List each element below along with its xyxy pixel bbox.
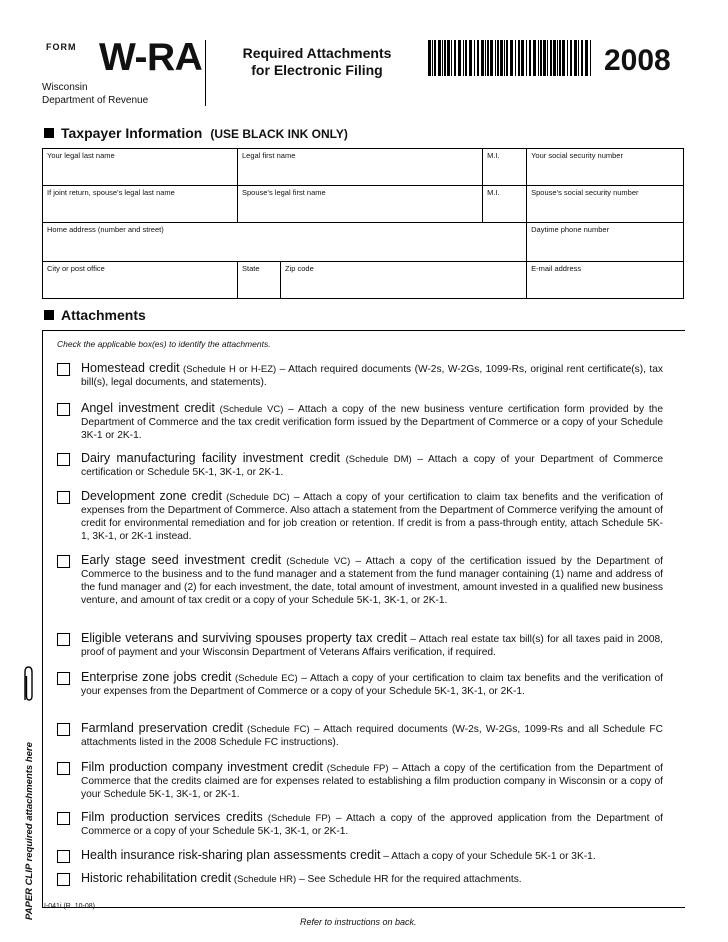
attachment-item [57,632,663,659]
attachment-description [81,632,663,659]
attachment-description [81,872,663,886]
attachment-description [81,554,663,607]
attachment-checkbox[interactable] [57,672,70,685]
phone-field[interactable] [527,223,684,262]
city-field[interactable] [43,262,238,299]
attachment-item [57,671,663,698]
ssn-label: Your social security number [531,151,623,160]
credit-name: Angel investment credit [81,401,215,415]
credit-name: Homestead credit [81,361,180,375]
taxpayer-info-heading [44,125,348,141]
credit-name: Historic rehabilitation credit [81,871,232,885]
phone-label: Daytime phone number [531,225,610,234]
state-name: Wisconsin [42,82,88,93]
state-label: State [242,264,260,273]
attachments-heading-text: Attachments [61,307,146,323]
spouse-ssn-field[interactable] [527,186,684,223]
attachment-description [81,722,663,749]
taxpayer-heading-text: Taxpayer Information [61,125,203,141]
attachment-description [81,362,663,389]
attachment-requirement: – Attach a copy of your certification to claim tax benefits and the verification of your expenses from the Department of Commerce or a copy of your Schedule 5K-1, 3K-1, or 2K-1. [81,673,663,697]
attachment-item [57,811,663,838]
schedule-reference: (Schedule FC) [247,724,310,735]
instructions-reference: Refer to instructions on back. [300,917,417,927]
attachment-requirement: – Attach a copy of your certification to claim tax benefits and the verification of expenses from the Department of Commerce. Also attach a statement from the Department of Commerce verifying the amount of credit for environmental remediation and for job creation or retention. If credit is from a pass-through entity, attach Schedule 5K-1, 3K-1, or 2K-1 instead. [81,492,663,542]
spouse-first-name-label: Spouse’s legal first name [242,188,326,197]
zip-field[interactable] [281,262,527,299]
credit-name: Enterprise zone jobs credit [81,670,232,684]
email-label: E-mail address [531,264,582,273]
attachment-requirement: – See Schedule HR for the required attachments. [299,874,522,885]
attachment-item [57,490,663,543]
schedule-reference: (Schedule DM) [345,454,412,465]
mi-field[interactable] [483,149,527,186]
schedule-reference: (Schedule EC) [235,673,298,684]
attachment-description [81,849,663,863]
ink-note: (USE BLACK INK ONLY) [210,127,348,141]
attachment-requirement: – Attach a copy of the approved application from the Department of Commerce or a copy of your Schedule 5K-1, 3K-1, or 2K-1. [81,813,663,837]
header-divider [205,40,206,106]
taxpayer-info-grid [42,148,684,299]
section-bullet-icon [44,128,54,138]
form-revision-code: I-041i (R. 10-08) [44,903,95,910]
attachment-checkbox[interactable] [57,363,70,376]
credit-name: Health insurance risk-sharing plan assessments credit [81,848,381,862]
spouse-ssn-label: Spouse’s social security number [531,188,639,197]
schedule-reference: (Schedule FP) [326,763,389,774]
ssn-field[interactable] [527,149,684,186]
attachment-checkbox[interactable] [57,723,70,736]
first-name-field[interactable] [238,149,483,186]
attachment-item [57,849,663,863]
credit-name: Development zone credit [81,489,222,503]
attachment-checkbox[interactable] [57,850,70,863]
attachment-requirement: – Attach a copy of the certification issued by the Department of Commerce to the business and to the fund manager and a statement from the fund manager containing (1) name and address of the fund manager and (2) for each investment, the date, total amount of investment, amount invested in a qualified new business venture, and amount of tax credit or a copy of your Schedule 5K-1, 3K-1, or 2K-1. [81,556,663,606]
attachment-item [57,872,663,886]
attachment-description [81,452,663,479]
barcode-graphic [428,40,594,76]
last-name-label: Your legal last name [47,151,115,160]
attachment-checkbox[interactable] [57,555,70,568]
attachment-requirement: – Attach a copy of the certification from the Department of Commerce that the credits claimed are for expenses related to establishing a film production company in Wisconsin or a copy of your Schedule 5K-1, 3K-1, or 2K-1. [81,763,663,800]
mi-label: M.I. [487,151,500,160]
attachment-description [81,811,663,838]
credit-name: Farmland preservation credit [81,721,243,735]
department-name: Department of Revenue [42,95,149,106]
attachment-item [57,452,663,479]
form-label: FORM [46,42,77,52]
form-title [222,45,412,79]
schedule-reference: (Schedule VC) [286,556,351,567]
credit-name: Dairy manufacturing facility investment credit [81,451,341,465]
attachment-checkbox[interactable] [57,762,70,775]
credit-name: Film production services credits [81,810,263,824]
attachment-checkbox[interactable] [57,873,70,886]
agency-name [42,81,148,107]
attachment-checkbox[interactable] [57,403,70,416]
attachment-requirement: – Attach required documents (W-2s, W-2Gs, 1099-Rs, original rent certificate(s), tax bill(s), legal documents, and statements). [81,364,663,388]
credit-name: Film production company investment credit [81,760,323,774]
attachment-requirement: – Attach a copy of the new business venture certification form provided by the Department of Commerce and the tax credit verification form issued by the Department of Commerce or a copy of your Schedule 3K-1 or 2K-1. [81,404,663,441]
attachment-checkbox[interactable] [57,491,70,504]
attachment-checkbox[interactable] [57,633,70,646]
attachment-requirement: – Attach a copy of your Schedule 5K-1 or 3K-1. [383,851,596,862]
attachment-checkbox[interactable] [57,453,70,466]
credit-name: Eligible veterans and surviving spouses property tax credit [81,631,408,645]
home-address-label: Home address (number and street) [47,225,164,234]
attachment-item [57,362,663,389]
state-field[interactable] [238,262,281,299]
tax-year: 2008 [604,44,671,77]
attachment-checkbox[interactable] [57,812,70,825]
last-name-field[interactable] [43,149,238,186]
email-field[interactable] [527,262,684,299]
attachment-item [57,761,663,801]
first-name-label: Legal first name [242,151,296,160]
attachments-heading [44,307,146,323]
schedule-reference: (Schedule FP) [267,813,331,824]
attachment-description [81,402,663,442]
spouse-mi-label: M.I. [487,188,500,197]
attachment-item [57,722,663,749]
attachment-requirement: – Attach real estate tax bill(s) for all taxes paid in 2008, proof of payment and your Wisconsin Department of Veterans Affairs verification, if required. [81,634,663,658]
attachment-item [57,402,663,442]
zip-label: Zip code [285,264,314,273]
spouse-mi-field[interactable] [483,186,527,223]
home-address-field[interactable] [43,223,527,262]
form-code: W-RA [99,36,203,79]
attachment-requirement: – Attach required documents (W-2s, W-2Gs, 1099-Rs and all Schedule FC attachments listed in the 2008 Schedule FC instructions). [81,724,663,748]
attachment-description [81,761,663,801]
section-bullet-icon [44,310,54,320]
spouse-last-name-field[interactable] [43,186,238,223]
city-label: City or post office [47,264,105,273]
attachment-item [57,554,663,607]
paper-clip-instruction: PAPER CLIP required attachments here [24,742,35,920]
schedule-reference: (Schedule DC) [226,492,290,503]
title-line-2: for Electronic Filing [251,62,383,78]
attachments-instructions: Check the applicable box(es) to identify the attachments. [57,339,271,349]
spouse-first-name-field[interactable] [238,186,483,223]
attachment-description [81,490,663,543]
schedule-reference: (Schedule H or H-EZ) [183,364,277,375]
title-line-1: Required Attachments [242,45,392,61]
spouse-last-name-label: If joint return, spouse’s legal last name [47,188,175,197]
credit-name: Early stage seed investment credit [81,553,282,567]
attachment-requirement: – Attach a copy of your Department of Commerce certification or Schedule 5K-1, 3K-1, or 2K-1. [81,454,663,478]
attachment-description [81,671,663,698]
schedule-reference: (Schedule VC) [219,404,284,415]
schedule-reference: (Schedule HR) [233,874,297,885]
